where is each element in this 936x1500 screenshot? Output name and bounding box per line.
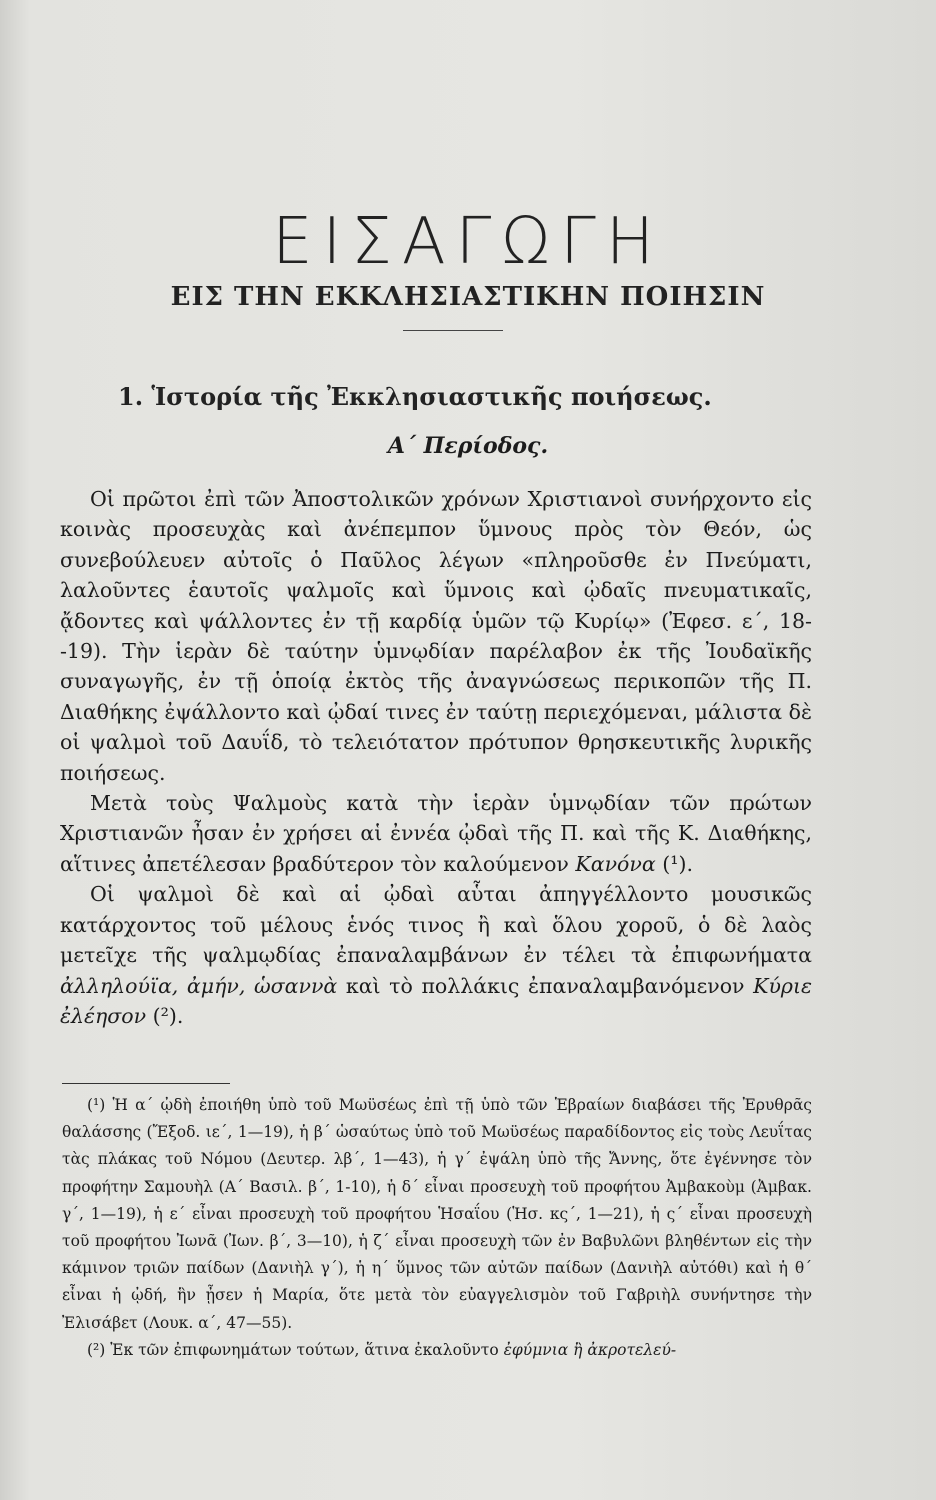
paragraph [60, 788, 812, 879]
paragraph: Οἱ πρῶτοι ἐπὶ τῶν Ἀποστολικῶν χρόνων Χριστιανοὶ συνήρχοντο εἰς κοινὰς προσευχὰς καὶ ἀνέπεμπον ὕμνους πρὸς τὸν Θεόν, ὡς συνεβούλευεν αὐτοῖς ὁ Παῦλος λέγων «πληροῦσθε ἐν Πνεύματι, λαλοῦντες ἑαυτοῖς ψαλμοῖς καὶ ὕμνοις καὶ ᾠδαῖς πνευματικαῖς, ᾄδοντες καὶ ψάλλοντες ἐν τῇ καρδίᾳ ὑμῶν τῷ Κυρίῳ» (Ἐφεσ. ε΄, 18--19). Τὴν ἱερὰν δὲ ταύτην ὑμνῳδίαν παρέλαβον ἐκ τῆς Ἰουδαϊκῆς συναγωγῆς, ἐν τῇ ὁποίᾳ ἐκτὸς τῆς ἀναγνώσεως περικοπῶν τῆς Π. Διαθήκης ἐψάλλοντο καὶ ᾠδαί τινες ἐν ταύτῃ περιεχόμεναι, μάλιστα δὲ οἱ ψαλμοὶ τοῦ Δαυΐδ, τὸ τελειότατον πρότυπον θρησκευτικῆς λυρικῆς ποιήσεως. [60, 487, 812, 785]
alleluia-term: ἀλληλούϊα, [60, 973, 179, 998]
paragraph-text: καὶ τὸ πολλάκις ἐπαναλαμβανόμενον [345, 973, 745, 998]
title-divider [403, 330, 503, 331]
footnote: (¹) Ἡ α΄ ᾠδὴ ἐποιήθη ὑπὸ τοῦ Μωϋσέως ἐπὶ τῇ ὑπὸ τῶν Ἑβραίων διαβάσει τῆς Ἐρυθρᾶς θαλάσσης (Ἔξοδ. ιε΄, 1—19), ἡ β΄ ὡσαύτως ὑπὸ τοῦ Μωϋσέως παραδίδοντος εἰς τοὺς Λευΐτας τὰς πλάκας τοῦ Νόμου (Δευτερ. λβ΄, 1—43), ἡ γ΄ ἐψάλη ὑπὸ τῆς Ἄννης, ὅτε ἐγέννησε τὸν προφήτην Σαμουὴλ (Α΄ Βασιλ. β΄, 1-10), ἡ δ΄ εἶναι προσευχὴ τοῦ προφήτου Ἀμβακοὺμ (Ἀμβακ. γ΄, 1—19), ἡ ε΄ εἶναι προσευχὴ τοῦ προφήτου Ἡσαΐου (Ἡσ. κς΄, 1—21), ἡ ς΄ εἶναι προσευχὴ τοῦ προφήτου Ἰωνᾶ (Ἰων. β΄, 3—10), ἡ ζ΄ εἶναι προσευχὴ τῶν ἐν Βαβυλῶνι βληθέντων εἰς τὴν κάμινον τριῶν παίδων (Δανιὴλ γ΄), ἡ η΄ ὕμνος τῶν αὐτῶν παίδων (Δανιὴλ αὐτόθι) καὶ ἡ θ΄ εἶναι ἡ ᾠδή, ἣν ᾖσεν ἡ Μαρία, ὅτε μετὰ τὸν εὐαγγελισμὸν τοῦ Γαβριὴλ συνήντησε τὴν Ἐλισάβετ (Λουκ. α΄, 47—55). [62, 1096, 812, 1332]
page-subtitle: ΕΙΣ ΤΗΝ ΕΚΚΛΗΣΙΑΣΤΙΚΗΝ ΠΟΙΗΣΙΝ [170, 282, 766, 312]
amin-term: ἀμήν, ὡσαννὰ [186, 973, 338, 998]
paragraph-text: Οἱ ψαλμοὶ δὲ καὶ αἱ ᾠδαὶ αὗται ἀπηγγέλλοντο μουσικῶς κατάρχοντος τοῦ μέλους ἑνός τινος ἢ καὶ ὅλου χοροῦ, ὁ δὲ λαὸς μετεῖχε τῆς ψαλμῳδίας ἐπαναλαμβάνων ἐν τέλει τὰ ἐπιφωνήματα [60, 882, 812, 968]
footnote [62, 1337, 812, 1364]
footnote-italic: ἐφύμνια ἢ ἀκροτελεύ- [503, 1340, 677, 1359]
page-title: ΕΙΣΑΓΩΓΗ [272, 205, 664, 279]
footnotes [62, 1092, 812, 1364]
footnote-text: (²) Ἐκ τῶν ἐπιφωνημάτων τούτων, ἅτινα ἐκαλοῦντο [87, 1340, 499, 1359]
body-text [60, 484, 812, 1031]
footnote-divider [62, 1083, 230, 1084]
paragraph-text: Μετὰ τοὺς Ψαλμοὺς κατὰ τὴν ἱερὰν ὑμνῳδίαν τῶν πρώτων Χριστιανῶν ἦσαν ἐν χρήσει αἱ ἐννέα ᾠδαὶ τῆς Π. καὶ τῆς Κ. Διαθήκης, αἵτινες ἀπετέλεσαν βραδύτερον τὸν καλούμενον [60, 791, 812, 876]
section-heading: 1. Ἱστορία τῆς Ἐκκλησιαστικῆς ποιήσεως. [118, 382, 712, 411]
period-heading: Α΄ Περίοδος. [387, 433, 549, 459]
footnote-ref: (²). [152, 1003, 184, 1028]
footnote-ref: (¹). [662, 851, 693, 876]
kanona-term: Κανόνα [575, 851, 656, 876]
kyrie-term: Κύριε ἐλέησον [60, 973, 812, 1028]
paragraph [60, 879, 812, 1031]
